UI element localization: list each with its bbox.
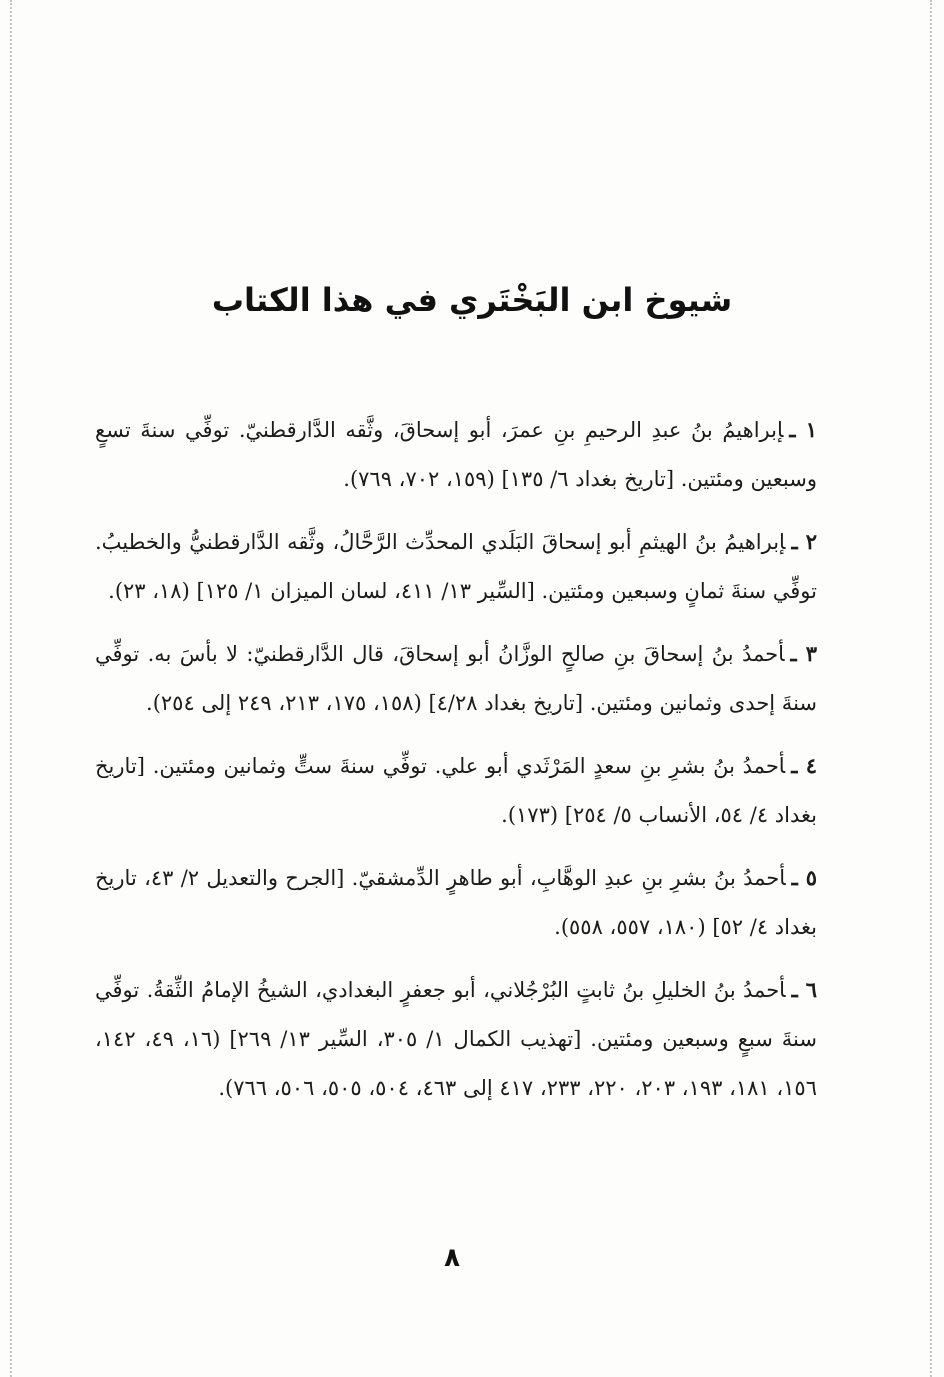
entry-number: ٤ ـ [791, 753, 818, 778]
page-number: ٨ [444, 1243, 460, 1273]
entry-number: ٥ ـ [791, 865, 817, 890]
entry [95, 965, 817, 1113]
entry [95, 405, 817, 504]
entry [95, 853, 817, 952]
page-title: شيوخ ابن البَخْتَري في هذا الكتاب [211, 281, 733, 319]
scan-margin-right [930, 0, 932, 1377]
entry-text: أحمدُ بنُ الخليلِ بنُ ثابتٍ البُرْجُلاني، أبو جعفرٍ البغدادي، الشيخُ الإمامُ الثِّقةُ. توفِّي سنةَ سبعٍ وسبعين ومئتين. [تهذيب الكمال ١/ ٣٠٥، السِّير ١٣/ ٢٦٩] (١٦، ٤٩، ١٤٢، ١٥٦، ١٨١، ١٩٣، ٢٠٣، ٢٢٠، ٢٣٣، ٤١٧ إلى ٤٦٣، ٥٠٤، ٥٠٥، ٥٠٦، ٧٦٦). [95, 978, 817, 1100]
entry [95, 517, 817, 616]
entry-text: إبراهيمُ بنُ الهيثمِ أبو إسحاقَ البَلَدي المحدِّث الرَّحَّالُ، وثَّقه الدَّارقطنيُّ والخطيبُ. توفِّي سنةَ ثمانٍ وسبعين ومئتين. [السِّير ١٣/ ٤١١، لسان الميزان ١/ ١٢٥] (١٨، ٢٣). [95, 530, 817, 603]
entry-text: أحمدُ بنُ إسحاقَ بنِ صالحٍ الوزَّانُ أبو إسحاقَ، قال الدَّارقطنيّ: لا بأسَ به. توفِّي سنةَ إحدى وثمانين ومئتين. [تاريخ بغداد ٤/٢٨] (١٥٨، ١٧٥، ٢١٣، ٢٤٩ إلى ٢٥٤). [95, 642, 817, 715]
entry-text: إبراهيمُ بنُ عبدِ الرحيمِ بنِ عمرَ، أبو إسحاقَ، وثَّقه الدَّارقطنيّ. توفِّي سنةَ تسعٍ وسبعين ومئتين. [تاريخ بغداد ٦/ ١٣٥] (١٥٩، ٧٠٢، ٧٦٩). [95, 418, 817, 491]
entry [95, 741, 817, 840]
entry [95, 629, 817, 728]
entry-text: أحمدُ بنُ بشرِ بنِ عبدِ الوهَّابِ، أبو طاهرٍ الدِّمشقيّ. [الجرح والتعديل ٢/ ٤٣، تاريخ بغداد ٤/ ٥٢] (١٨٠، ٥٥٧، ٥٥٨). [95, 866, 817, 939]
entry-number: ٦ ـ [791, 977, 817, 1002]
entries-list [95, 405, 817, 1126]
scan-margin-left [10, 0, 12, 1377]
entry-number: ٢ ـ [791, 529, 817, 554]
entry-number: ١ ـ [789, 417, 817, 442]
entry-text: أحمدُ بنُ بشرِ بنِ سعدٍ المَرْثَدي أبو علي. توفِّي سنةَ ستٍّ وثمانين ومئتين. [تاريخ بغداد ٤/ ٥٤، الأنساب ٥/ ٢٥٤] (١٧٣). [95, 754, 817, 827]
entry-number: ٣ ـ [790, 641, 817, 666]
